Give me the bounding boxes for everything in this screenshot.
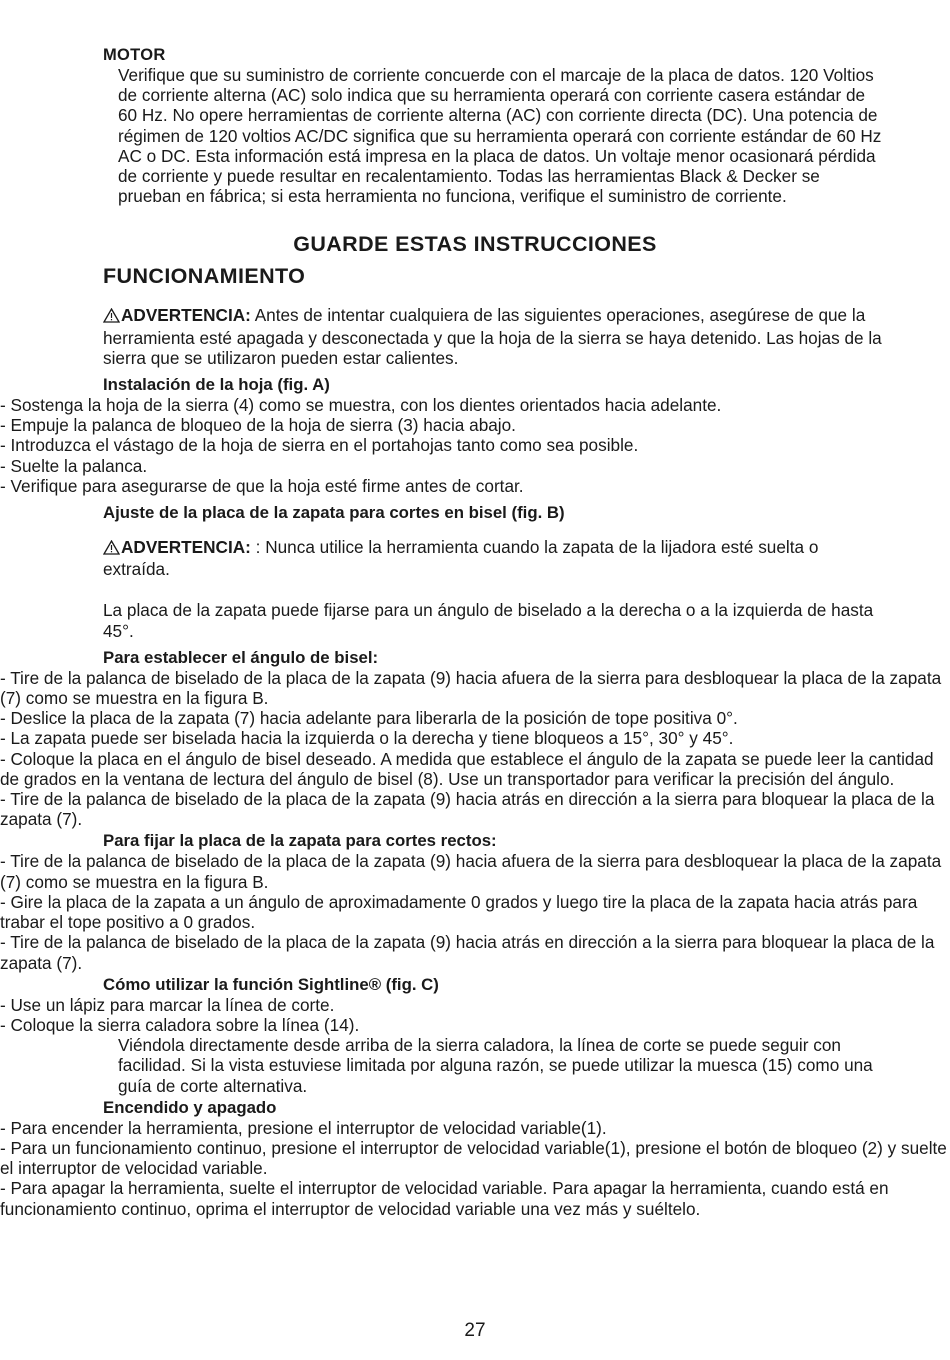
list-item: - Gire la placa de la zapata a un ángulo de aproximadamente 0 grados y luego tire la placa de la zapata hacia atrás para trabar el tope positivo a 0 grados.: [0, 891, 918, 933]
blade-install-heading: Instalación de la hoja (fig. A): [103, 375, 330, 395]
list-item: - Sostenga la hoja de la sierra (4) como se muestra, con los dientes orientados hacia adelante.: [0, 395, 722, 416]
list-item: - Use un lápiz para marcar la línea de corte.: [0, 994, 335, 1015]
list-item: - Verifique para asegurarse de que la hoja esté firme antes de cortar.: [0, 475, 524, 496]
warning-triangle-icon: [103, 307, 120, 327]
bevel-adjust-heading: Ajuste de la placa de la zapata para cortes en bisel (fig. B): [103, 503, 565, 523]
warning-2-text: : Nunca utilice la herramienta cuando la zapata de la lijadora esté suelta o extraída.: [103, 537, 819, 580]
list-item: - Introduzca el vástago de la hoja de sierra en el portahojas tanto como sea posible.: [0, 435, 639, 456]
save-instructions-heading: GUARDE ESTAS INSTRUCCIONES: [293, 232, 657, 257]
list-item: - Tire de la palanca de biselado de la placa de la zapata (9) hacia atrás en dirección a la sierra para bloquear la placa de la zapata (7).: [0, 789, 935, 830]
set-bevel-list: [0, 668, 950, 830]
list-item: - Tire de la palanca de biselado de la placa de la zapata (9) hacia afuera de la sierra para desbloquear la placa de la zapata (7) como se muestra en la figura B.: [0, 851, 942, 892]
warning-2: [103, 537, 890, 579]
warning-2-label: ADVERTENCIA:: [121, 537, 251, 558]
list-item: - Suelte la palanca.: [0, 455, 148, 476]
warning-triangle-icon: [103, 539, 120, 559]
list-item: - Para encender la herramienta, presione el interruptor de velocidad variable(1).: [0, 1117, 607, 1138]
straight-cuts-heading: Para fijar la placa de la zapata para cortes rectos:: [103, 831, 497, 851]
motor-text: Verifique que su suministro de corriente concuerde con el marcaje de la placa de datos. 120 Voltios de corriente alterna (AC) solo indica que su herramienta operará con corriente casera estándar de 60 Hz. No opere herramientas de corriente alterna (AC) con corriente directa (DC). Una potencia de régimen de 120 voltios AC/DC significa que su herramienta operará con corriente estándar de 60 Hz AC o DC. Esta información está impresa en la placa de datos. Un voltaje menor ocasionará pérdida de corriente y puede resultar en recalentamiento. Todas las herramientas Black & Decker se prueban en fábrica; si esta herramienta no funciona, verifique el suministro de corriente.: [118, 65, 882, 207]
list-item: - Coloque la placa en el ángulo de bisel deseado. A medida que establece el ángulo de la zapata se puede leer la cantidad de grados en la ventana de lectura del ángulo de bisel (8). Use un transportador para verificar la precisión del ángulo.: [0, 748, 934, 789]
list-item: - Tire de la palanca de biselado de la placa de la zapata (9) hacia atrás en dirección a la sierra para bloquear la placa de la zapata (7).: [0, 932, 935, 973]
on-off-list: [0, 1118, 950, 1219]
straight-cuts-list: [0, 851, 950, 972]
sightline-list: [0, 995, 950, 1035]
warning-1: [103, 305, 890, 368]
operation-heading: FUNCIONAMIENTO: [103, 264, 306, 289]
sightline-heading: Cómo utilizar la función Sightline® (fig. C): [103, 974, 439, 994]
list-item: - La zapata puede ser biselada hacia la izquierda o la derecha y tiene bloqueos a 15°, 30° y 45°.: [0, 728, 734, 749]
motor-heading: MOTOR: [103, 46, 166, 64]
list-item: - Deslice la placa de la zapata (7) hacia adelante para liberarla de la posición de tope positiva 0°.: [0, 708, 738, 729]
warning-1-text: Antes de intentar cualquiera de las siguientes operaciones, asegúrese de que la herramienta esté apagada y desconectada y que la hoja de la sierra se haya detenido. Las hojas de la sierra que se utilizaron pueden estar calientes.: [103, 305, 882, 368]
page-number: 27: [464, 1320, 486, 1341]
list-item: - Para un funcionamiento continuo, presione el interruptor de velocidad variable(1), presione el botón de bloqueo (2) y suelte el interruptor de velocidad variable.: [0, 1137, 947, 1179]
set-bevel-heading: Para establecer el ángulo de bisel:: [103, 647, 379, 667]
bevel-adjust-text: La placa de la zapata puede fijarse para un ángulo de biselado a la derecha o a la izquierda de hasta 45°.: [103, 600, 874, 641]
sightline-text: Viéndola directamente desde arriba de la sierra caladora, la línea de corte se puede seguir con facilidad. Si la vista estuviese limitada por alguna razón, se puede utilizar la muesca (15) como una guía de corte alternativa.: [118, 1035, 873, 1096]
blade-install-list: [0, 395, 950, 496]
list-item: - Empuje la palanca de bloqueo de la hoja de sierra (3) hacia abajo.: [0, 415, 516, 436]
warning-1-label: ADVERTENCIA:: [121, 305, 251, 326]
list-item: - Para apagar la herramienta, suelte el interruptor de velocidad variable. Para apagar la herramienta, cuando está en funcionamiento continuo, oprima el interruptor de velocidad variable una vez más y suéltelo.: [0, 1178, 889, 1219]
on-off-heading: Encendido y apagado: [103, 1097, 277, 1117]
list-item: - Coloque la sierra caladora sobre la línea (14).: [0, 1014, 360, 1035]
list-item: - Tire de la palanca de biselado de la placa de la zapata (9) hacia afuera de la sierra para desbloquear la placa de la zapata (7) como se muestra en la figura B.: [0, 667, 942, 709]
